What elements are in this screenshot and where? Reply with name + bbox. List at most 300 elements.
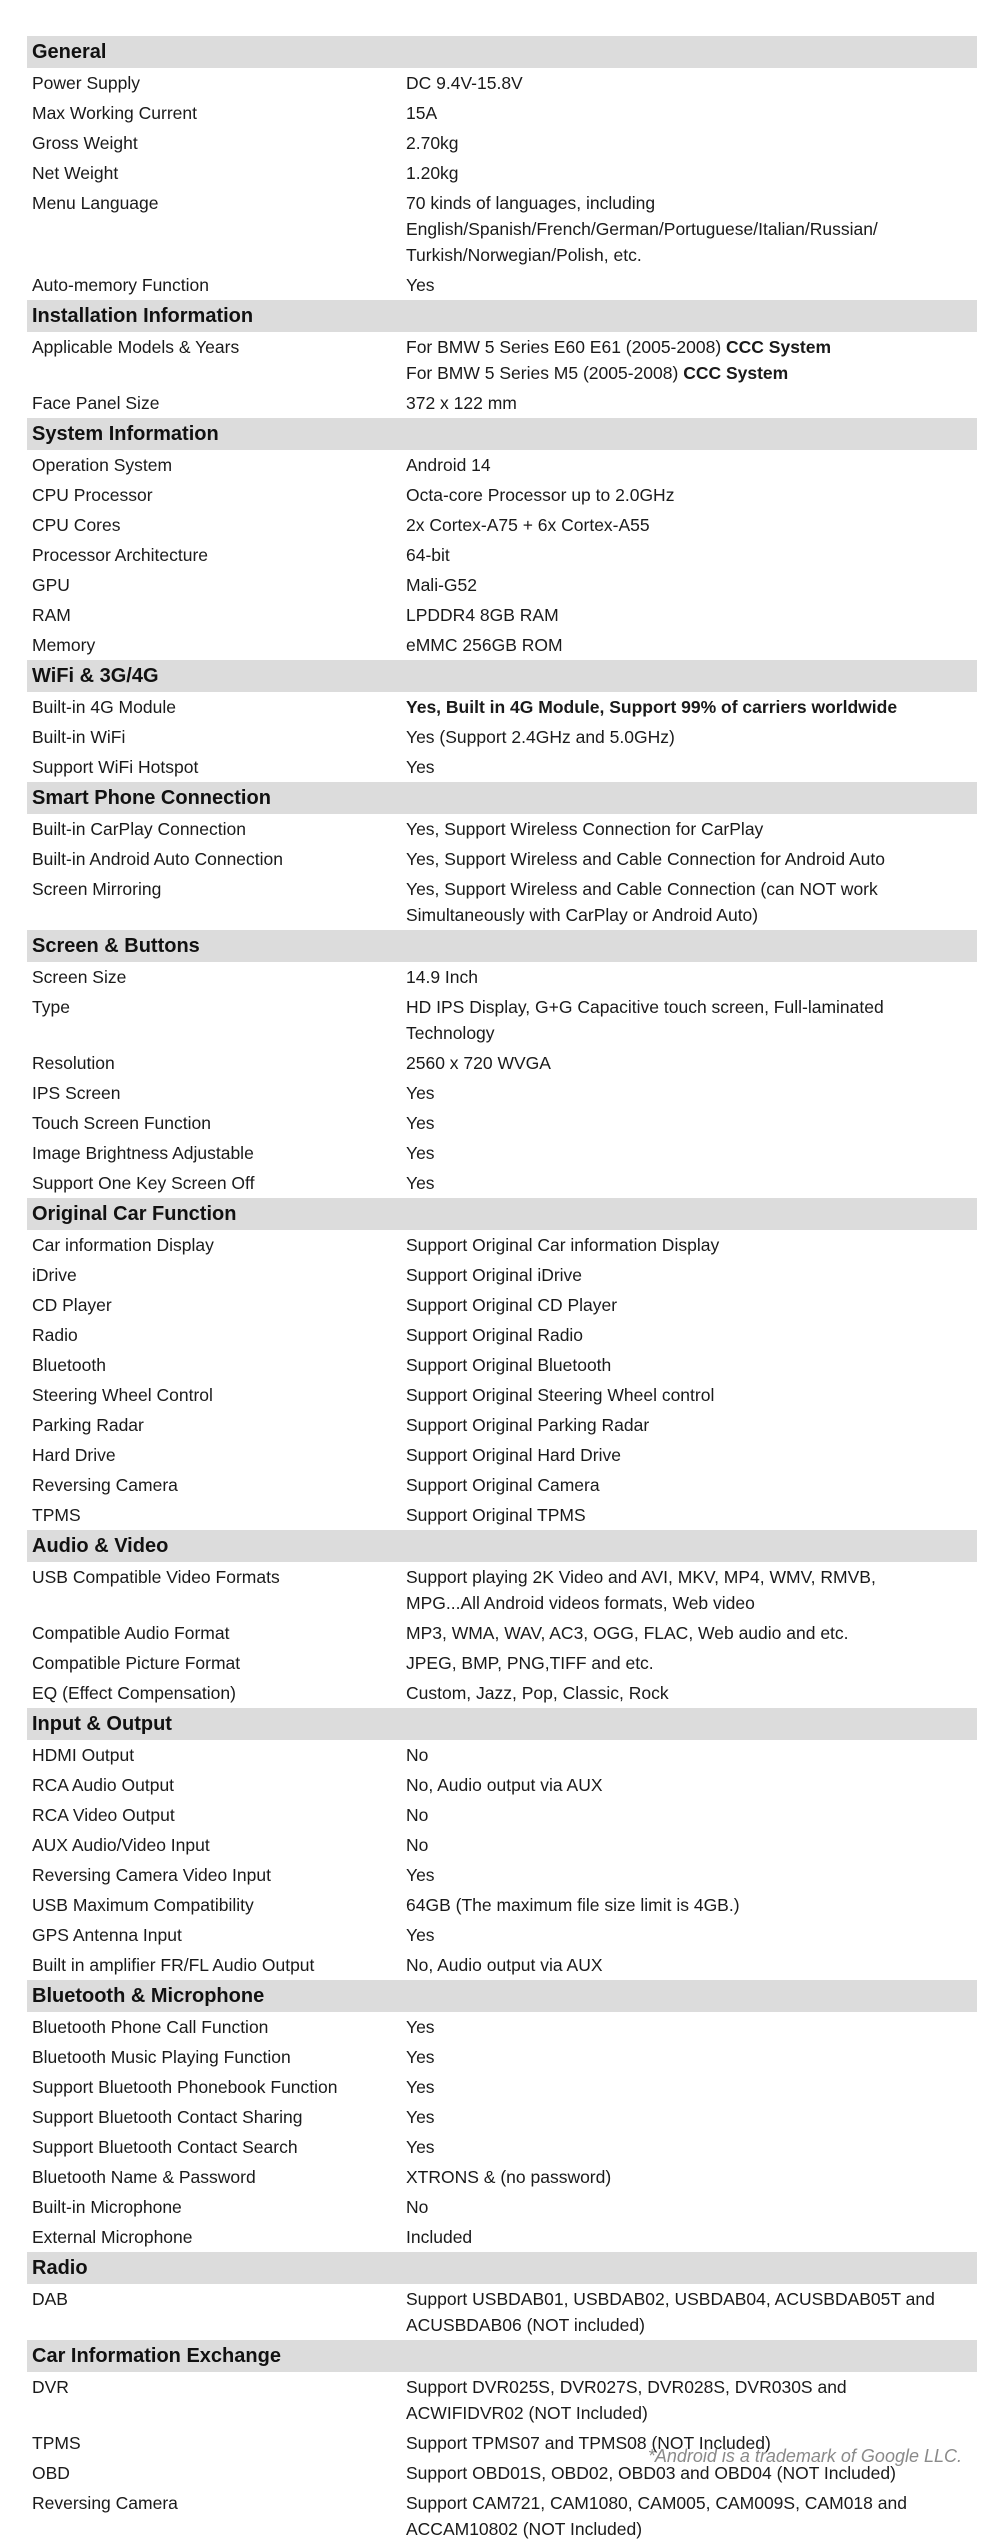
section-installation-information bbox=[27, 300, 977, 418]
spec-row bbox=[27, 1290, 977, 1320]
section-heading: Installation Information bbox=[27, 300, 977, 332]
spec-value-text: Yes bbox=[406, 1143, 435, 1163]
spec-value-line bbox=[406, 572, 957, 598]
spec-value-line bbox=[406, 1502, 957, 1528]
spec-label: GPU bbox=[32, 575, 70, 595]
spec-label: HDMI Output bbox=[32, 1745, 135, 1765]
spec-value bbox=[406, 724, 977, 750]
spec-label: Built-in CarPlay Connection bbox=[32, 819, 246, 839]
section-heading: General bbox=[27, 36, 977, 68]
spec-value bbox=[406, 1502, 977, 1528]
spec-value-text: LPDDR4 8GB RAM bbox=[406, 605, 559, 625]
spec-label: DVR bbox=[32, 2377, 69, 2397]
spec-value-line bbox=[406, 1892, 957, 1918]
spec-label: TPMS bbox=[32, 2433, 81, 2453]
spec-value-text: Yes bbox=[406, 1173, 435, 1193]
spec-value-text: Support Original iDrive bbox=[406, 1265, 583, 1285]
spec-value-text: Yes, Support Wireless Connection for CarPlay bbox=[406, 819, 764, 839]
spec-value-text: 2x Cortex-A75 + 6x Cortex-A55 bbox=[406, 515, 650, 535]
spec-value-line bbox=[406, 390, 957, 416]
spec-value bbox=[406, 2074, 977, 2100]
section-smart-phone-connection bbox=[27, 782, 977, 930]
spec-row bbox=[27, 188, 977, 270]
spec-label: Built in amplifier FR/FL Audio Output bbox=[32, 1955, 315, 1975]
spec-value bbox=[406, 2104, 977, 2130]
spec-label: CPU Processor bbox=[32, 485, 153, 505]
spec-value-line bbox=[406, 1802, 957, 1828]
spec-value-line bbox=[406, 272, 957, 298]
spec-value bbox=[406, 2044, 977, 2070]
spec-value-text: Yes bbox=[406, 1925, 435, 1945]
spec-row bbox=[27, 570, 977, 600]
spec-row bbox=[27, 1740, 977, 1770]
spec-value-line bbox=[406, 2224, 957, 2250]
spec-label: Type bbox=[32, 997, 70, 1017]
spec-row bbox=[27, 1500, 977, 1530]
spec-value-text: For BMW 5 Series M5 (2005-2008) bbox=[406, 363, 684, 383]
spec-value-text: English/Spanish/French/German/Portuguese/Italian/Russian/ bbox=[406, 219, 878, 239]
spec-value-line bbox=[406, 130, 957, 156]
spec-label: Reversing Camera Video Input bbox=[32, 1865, 271, 1885]
spec-row bbox=[27, 1890, 977, 1920]
spec-label: Bluetooth Phone Call Function bbox=[32, 2017, 269, 2037]
spec-value-text: No bbox=[406, 1745, 429, 1765]
spec-value-text: Support playing 2K Video and AVI, MKV, MP4, WMV, RMVB, bbox=[406, 1567, 876, 1587]
spec-value-text: Support OBD01S, OBD02, OBD03 and OBD04 (NOT Included) bbox=[406, 2463, 896, 2483]
spec-row bbox=[27, 1950, 977, 1980]
spec-value bbox=[406, 964, 977, 990]
section-heading: Smart Phone Connection bbox=[27, 782, 977, 814]
spec-label: Radio bbox=[32, 1325, 78, 1345]
spec-value-text: Yes bbox=[406, 2017, 435, 2037]
section-heading: WiFi & 3G/4G bbox=[27, 660, 977, 692]
spec-value-line bbox=[406, 334, 957, 360]
spec-sheet bbox=[27, 36, 977, 2544]
section-heading: Original Car Function bbox=[27, 1198, 977, 1230]
spec-value-text: Support USBDAB01, USBDAB02, USBDAB04, ACUSBDAB05T and bbox=[406, 2289, 935, 2309]
spec-label: External Microphone bbox=[32, 2227, 193, 2247]
spec-row bbox=[27, 2102, 977, 2132]
spec-label: Compatible Audio Format bbox=[32, 1623, 230, 1643]
spec-value bbox=[406, 1952, 977, 1978]
spec-value bbox=[406, 694, 977, 720]
spec-value-text: eMMC 256GB ROM bbox=[406, 635, 563, 655]
spec-value bbox=[406, 1170, 977, 1196]
spec-label: DAB bbox=[32, 2289, 68, 2309]
spec-row bbox=[27, 450, 977, 480]
spec-value-text: Android 14 bbox=[406, 455, 491, 475]
spec-value-text: Mali-G52 bbox=[406, 575, 477, 595]
spec-label: Support One Key Screen Off bbox=[32, 1173, 255, 1193]
spec-value-line bbox=[406, 1110, 957, 1136]
spec-value-line bbox=[406, 1922, 957, 1948]
spec-value-text: Support DVR025S, DVR027S, DVR028S, DVR030S and bbox=[406, 2377, 847, 2397]
spec-value bbox=[406, 1772, 977, 1798]
spec-value-line bbox=[406, 846, 957, 872]
spec-value bbox=[406, 2286, 977, 2338]
spec-value bbox=[406, 2224, 977, 2250]
spec-label: Resolution bbox=[32, 1053, 115, 1073]
section-input-output bbox=[27, 1708, 977, 1980]
spec-value-line bbox=[406, 1170, 957, 1196]
spec-value-text: Support CAM721, CAM1080, CAM005, CAM009S, CAM018 and bbox=[406, 2493, 907, 2513]
spec-value-text: No, Audio output via AUX bbox=[406, 1955, 603, 1975]
spec-value-text: Yes, Support Wireless and Cable Connection for Android Auto bbox=[406, 849, 885, 869]
spec-label: Built-in 4G Module bbox=[32, 697, 176, 717]
spec-value bbox=[406, 1050, 977, 1076]
spec-row bbox=[27, 98, 977, 128]
spec-value-text: 64-bit bbox=[406, 545, 450, 565]
spec-value-text: Yes bbox=[406, 2077, 435, 2097]
trademark-footnote: *Android is a trademark of Google LLC. bbox=[647, 2446, 962, 2466]
spec-value-text: 70 kinds of languages, including bbox=[406, 193, 656, 213]
spec-value-text: Support Original Car information Display bbox=[406, 1235, 720, 1255]
spec-value bbox=[406, 1680, 977, 1706]
section-car-information-exchange bbox=[27, 2340, 977, 2544]
spec-value-line bbox=[406, 994, 957, 1020]
spec-value-text: Turkish/Norwegian/Polish, etc. bbox=[406, 245, 642, 265]
spec-row bbox=[27, 270, 977, 300]
spec-label: Reversing Camera bbox=[32, 1475, 178, 1495]
spec-row bbox=[27, 600, 977, 630]
spec-row bbox=[27, 752, 977, 782]
spec-value-text: Yes bbox=[406, 1113, 435, 1133]
section-heading: System Information bbox=[27, 418, 977, 450]
spec-label: Built-in Android Auto Connection bbox=[32, 849, 283, 869]
spec-value-line bbox=[406, 160, 957, 186]
spec-value bbox=[406, 1322, 977, 1348]
spec-value-line bbox=[406, 2286, 957, 2312]
spec-row bbox=[27, 1678, 977, 1708]
spec-label: Operation System bbox=[32, 455, 173, 475]
spec-row bbox=[27, 2192, 977, 2222]
spec-value-line bbox=[406, 602, 957, 628]
spec-label: Menu Language bbox=[32, 193, 159, 213]
spec-value-line bbox=[406, 1292, 957, 1318]
spec-value bbox=[406, 334, 977, 386]
spec-value-line bbox=[406, 2014, 957, 2040]
spec-label: Face Panel Size bbox=[32, 393, 160, 413]
spec-value bbox=[406, 1922, 977, 1948]
spec-label: Hard Drive bbox=[32, 1445, 116, 1465]
spec-label: Support WiFi Hotspot bbox=[32, 757, 199, 777]
spec-value-text: Yes bbox=[406, 1865, 435, 1885]
spec-value-text: Simultaneously with CarPlay or Android Auto) bbox=[406, 905, 759, 925]
spec-value-line bbox=[406, 360, 957, 386]
spec-value-line bbox=[406, 100, 957, 126]
spec-label: Support Bluetooth Phonebook Function bbox=[32, 2077, 338, 2097]
spec-row bbox=[27, 2072, 977, 2102]
spec-value-text: 2.70kg bbox=[406, 133, 459, 153]
spec-value-line bbox=[406, 70, 957, 96]
spec-value-text: For BMW 5 Series E60 E61 (2005-2008) bbox=[406, 337, 727, 357]
spec-value-line bbox=[406, 1472, 957, 1498]
spec-value-text: ACCAM10802 (NOT Included) bbox=[406, 2519, 643, 2539]
spec-row bbox=[27, 1440, 977, 1470]
spec-row bbox=[27, 540, 977, 570]
spec-value-line bbox=[406, 1680, 957, 1706]
spec-row bbox=[27, 2132, 977, 2162]
spec-value-line bbox=[406, 1862, 957, 1888]
spec-value-text: XTRONS & (no password) bbox=[406, 2167, 612, 2187]
spec-row bbox=[27, 388, 977, 418]
spec-value-line bbox=[406, 1620, 957, 1646]
spec-value-text: No bbox=[406, 1805, 429, 1825]
spec-value-line bbox=[406, 816, 957, 842]
section-screen-buttons bbox=[27, 930, 977, 1198]
spec-value bbox=[406, 482, 977, 508]
spec-value bbox=[406, 1892, 977, 1918]
spec-row bbox=[27, 1380, 977, 1410]
spec-value-line bbox=[406, 754, 957, 780]
spec-row bbox=[27, 1260, 977, 1290]
spec-value-text: Support Original TPMS bbox=[406, 1505, 586, 1525]
spec-value-text: MP3, WMA, WAV, AC3, OGG, FLAC, Web audio and etc. bbox=[406, 1623, 849, 1643]
spec-label: Support Bluetooth Contact Search bbox=[32, 2137, 298, 2157]
spec-row bbox=[27, 1230, 977, 1260]
spec-value bbox=[406, 100, 977, 126]
spec-row bbox=[27, 992, 977, 1048]
spec-label: Built-in Microphone bbox=[32, 2197, 182, 2217]
spec-value-line bbox=[406, 2516, 957, 2542]
spec-label: Parking Radar bbox=[32, 1415, 144, 1435]
spec-value bbox=[406, 1620, 977, 1646]
spec-value-line bbox=[406, 1232, 957, 1258]
spec-row bbox=[27, 480, 977, 510]
spec-value-text: Included bbox=[406, 2227, 473, 2247]
spec-value-text: ACUSBDAB06 (NOT included) bbox=[406, 2315, 645, 2335]
section-system-information bbox=[27, 418, 977, 660]
spec-value-emphasis: Yes, Built in 4G Module, Support 99% of carriers worldwide bbox=[406, 697, 898, 717]
spec-value-text: No, Audio output via AUX bbox=[406, 1775, 603, 1795]
spec-value-text: 2560 x 720 WVGA bbox=[406, 1053, 551, 1073]
spec-row bbox=[27, 1078, 977, 1108]
spec-row bbox=[27, 1168, 977, 1198]
spec-value bbox=[406, 160, 977, 186]
spec-value-line bbox=[406, 2400, 957, 2426]
spec-value bbox=[406, 1862, 977, 1888]
section-radio bbox=[27, 2252, 977, 2340]
spec-value-line bbox=[406, 876, 957, 902]
spec-value bbox=[406, 1472, 977, 1498]
spec-value-text: Yes, Support Wireless and Cable Connection (can NOT work bbox=[406, 879, 878, 899]
spec-value bbox=[406, 542, 977, 568]
spec-row bbox=[27, 510, 977, 540]
spec-row bbox=[27, 1860, 977, 1890]
section-wifi-3g-4g bbox=[27, 660, 977, 782]
spec-value-line bbox=[406, 1832, 957, 1858]
spec-row bbox=[27, 1618, 977, 1648]
spec-row bbox=[27, 1800, 977, 1830]
spec-row bbox=[27, 722, 977, 752]
spec-value-line bbox=[406, 1352, 957, 1378]
spec-value-text: 64GB (The maximum file size limit is 4GB.) bbox=[406, 1895, 740, 1915]
spec-value-line bbox=[406, 1080, 957, 1106]
spec-label: Processor Architecture bbox=[32, 545, 209, 565]
spec-value-line bbox=[406, 1590, 957, 1616]
spec-value-text: Support Original Camera bbox=[406, 1475, 600, 1495]
spec-value-line bbox=[406, 1772, 957, 1798]
spec-row bbox=[27, 874, 977, 930]
spec-value-text: 372 x 122 mm bbox=[406, 393, 517, 413]
spec-value bbox=[406, 1382, 977, 1408]
spec-value bbox=[406, 1080, 977, 1106]
spec-label: Screen Mirroring bbox=[32, 879, 162, 899]
spec-value bbox=[406, 1564, 977, 1616]
spec-label: TPMS bbox=[32, 1505, 81, 1525]
spec-value bbox=[406, 1232, 977, 1258]
spec-label: Bluetooth bbox=[32, 1355, 106, 1375]
section-heading: Audio & Video bbox=[27, 1530, 977, 1562]
spec-value-line bbox=[406, 1020, 957, 1046]
spec-label: RCA Audio Output bbox=[32, 1775, 175, 1795]
spec-label: Support Bluetooth Contact Sharing bbox=[32, 2107, 303, 2127]
spec-value bbox=[406, 452, 977, 478]
spec-value bbox=[406, 512, 977, 538]
spec-label: Car information Display bbox=[32, 1235, 214, 1255]
spec-row bbox=[27, 1648, 977, 1678]
spec-value bbox=[406, 602, 977, 628]
spec-value bbox=[406, 632, 977, 658]
spec-value-line bbox=[406, 1050, 957, 1076]
spec-value-text: Support Original Hard Drive bbox=[406, 1445, 621, 1465]
spec-label: IPS Screen bbox=[32, 1083, 121, 1103]
spec-label: Steering Wheel Control bbox=[32, 1385, 213, 1405]
spec-label: EQ (Effect Compensation) bbox=[32, 1683, 236, 1703]
spec-value-line bbox=[406, 216, 957, 242]
spec-value-text: HD IPS Display, G+G Capacitive touch screen, Full-laminated bbox=[406, 997, 884, 1017]
spec-row bbox=[27, 1830, 977, 1860]
spec-value-text: Support TPMS07 and TPMS08 (NOT Included) bbox=[406, 2433, 771, 2453]
spec-label: Compatible Picture Format bbox=[32, 1653, 241, 1673]
spec-value bbox=[406, 1412, 977, 1438]
spec-value-line bbox=[406, 1262, 957, 1288]
spec-value-line bbox=[406, 2194, 957, 2220]
spec-value-line bbox=[406, 1952, 957, 1978]
spec-value-line bbox=[406, 1564, 957, 1590]
spec-row bbox=[27, 844, 977, 874]
spec-value-line bbox=[406, 1442, 957, 1468]
spec-value bbox=[406, 130, 977, 156]
spec-label: Auto-memory Function bbox=[32, 275, 210, 295]
spec-value bbox=[406, 2490, 977, 2542]
spec-value-text: Yes bbox=[406, 757, 435, 777]
spec-row bbox=[27, 1920, 977, 1950]
spec-value-line bbox=[406, 2312, 957, 2338]
section-general bbox=[27, 36, 977, 300]
spec-value bbox=[406, 390, 977, 416]
spec-value-text: Yes bbox=[406, 1083, 435, 1103]
spec-row bbox=[27, 2042, 977, 2072]
spec-value bbox=[406, 754, 977, 780]
spec-value-line bbox=[406, 632, 957, 658]
spec-row bbox=[27, 1108, 977, 1138]
spec-value bbox=[406, 1832, 977, 1858]
spec-value-text: Support Original Radio bbox=[406, 1325, 584, 1345]
spec-value-text: No bbox=[406, 1835, 429, 1855]
spec-label: Power Supply bbox=[32, 73, 140, 93]
spec-value-text: Support Original Steering Wheel control bbox=[406, 1385, 715, 1405]
spec-label: Bluetooth Name & Password bbox=[32, 2167, 256, 2187]
spec-value-text: Support Original Parking Radar bbox=[406, 1415, 650, 1435]
spec-row bbox=[27, 1770, 977, 1800]
spec-value-line bbox=[406, 452, 957, 478]
spec-value-text: 14.9 Inch bbox=[406, 967, 478, 987]
spec-value-line bbox=[406, 1412, 957, 1438]
spec-row bbox=[27, 1410, 977, 1440]
spec-value bbox=[406, 1352, 977, 1378]
spec-value bbox=[406, 2014, 977, 2040]
spec-value-line bbox=[406, 2134, 957, 2160]
spec-value bbox=[406, 272, 977, 298]
spec-label: Net Weight bbox=[32, 163, 119, 183]
spec-value bbox=[406, 2134, 977, 2160]
spec-value bbox=[406, 1140, 977, 1166]
spec-value-line bbox=[406, 902, 957, 928]
spec-value-text: Yes bbox=[406, 2137, 435, 2157]
spec-row bbox=[27, 2372, 977, 2428]
spec-label: USB Maximum Compatibility bbox=[32, 1895, 254, 1915]
spec-value-line bbox=[406, 482, 957, 508]
spec-value-line bbox=[406, 2104, 957, 2130]
spec-row bbox=[27, 962, 977, 992]
spec-value bbox=[406, 1110, 977, 1136]
section-original-car-function bbox=[27, 1198, 977, 1530]
spec-value-text: JPEG, BMP, PNG,TIFF and etc. bbox=[406, 1653, 654, 1673]
spec-value bbox=[406, 876, 977, 928]
spec-value-line bbox=[406, 1382, 957, 1408]
spec-value bbox=[406, 70, 977, 96]
spec-value-text: Technology bbox=[406, 1023, 495, 1043]
spec-label: Gross Weight bbox=[32, 133, 138, 153]
spec-value-text: Yes (Support 2.4GHz and 5.0GHz) bbox=[406, 727, 675, 747]
spec-value-line bbox=[406, 1140, 957, 1166]
spec-value-text: Support Original Bluetooth bbox=[406, 1355, 612, 1375]
spec-value bbox=[406, 1292, 977, 1318]
section-heading: Input & Output bbox=[27, 1708, 977, 1740]
spec-label: CD Player bbox=[32, 1295, 112, 1315]
spec-row bbox=[27, 2012, 977, 2042]
spec-row bbox=[27, 1470, 977, 1500]
spec-value-line bbox=[406, 542, 957, 568]
spec-value-line bbox=[406, 2164, 957, 2190]
spec-value bbox=[406, 1442, 977, 1468]
spec-value bbox=[406, 190, 977, 268]
spec-row bbox=[27, 68, 977, 98]
spec-label: iDrive bbox=[32, 1265, 77, 1285]
spec-value-line bbox=[406, 694, 957, 720]
section-heading: Car Information Exchange bbox=[27, 2340, 977, 2372]
spec-row bbox=[27, 630, 977, 660]
spec-value bbox=[406, 1650, 977, 1676]
spec-value-line bbox=[406, 2044, 957, 2070]
spec-value bbox=[406, 2194, 977, 2220]
spec-value-text: Custom, Jazz, Pop, Classic, Rock bbox=[406, 1683, 669, 1703]
spec-value-text: Yes bbox=[406, 2047, 435, 2067]
spec-value bbox=[406, 994, 977, 1046]
spec-label: Max Working Current bbox=[32, 103, 198, 123]
spec-label: OBD bbox=[32, 2463, 70, 2483]
spec-label: Reversing Camera bbox=[32, 2493, 178, 2513]
spec-row bbox=[27, 1350, 977, 1380]
spec-value bbox=[406, 572, 977, 598]
spec-value-line bbox=[406, 2074, 957, 2100]
spec-value-line bbox=[406, 1322, 957, 1348]
spec-value-line bbox=[406, 1742, 957, 1768]
spec-value bbox=[406, 1802, 977, 1828]
spec-row bbox=[27, 692, 977, 722]
spec-label: Bluetooth Music Playing Function bbox=[32, 2047, 291, 2067]
